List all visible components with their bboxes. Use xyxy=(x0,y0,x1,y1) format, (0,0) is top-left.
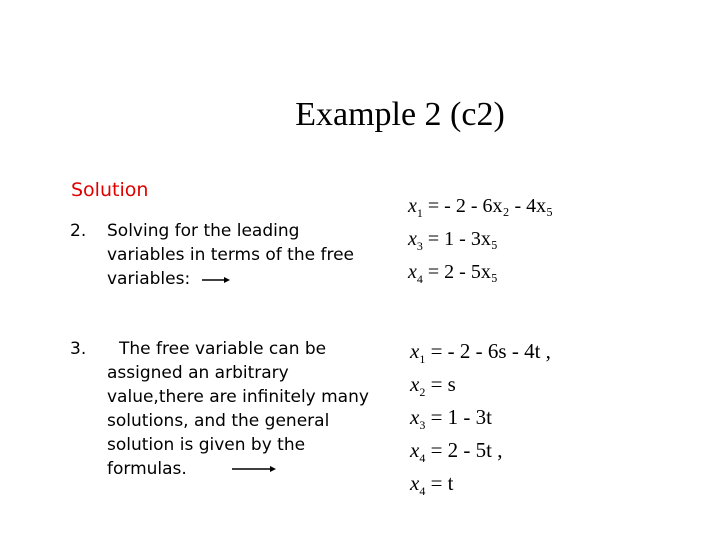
step-2-line-2: variables in terms of the free xyxy=(107,245,354,265)
equation-variable: x xyxy=(410,471,420,495)
step-3-line-2: assigned an arbitrary xyxy=(107,363,289,383)
step-3-text xyxy=(107,337,392,481)
right-arrow-icon xyxy=(196,273,230,285)
step-3-line-4: solutions, and the general xyxy=(107,411,330,431)
step-2-line-3-wrap xyxy=(107,267,354,291)
equation-rhs: = 2 - 5t , xyxy=(430,438,503,462)
equation-subscript: 4 xyxy=(419,484,426,498)
equation-block-general-solution xyxy=(410,339,551,504)
equation-row xyxy=(410,471,551,504)
equation-variable: x xyxy=(408,195,417,217)
equation-variable: x xyxy=(408,228,417,250)
step-2-text xyxy=(107,219,354,291)
equation-row xyxy=(410,438,551,471)
equation-rhs: = t xyxy=(430,471,454,495)
step-3-line-5: solution is given by the xyxy=(107,435,306,455)
equation-row xyxy=(410,405,551,438)
equation-subscript: 1 xyxy=(416,206,423,220)
equation-rhs: = s xyxy=(430,372,456,396)
equation-row xyxy=(408,195,553,228)
right-arrow-icon xyxy=(198,463,278,475)
equation-variable: x xyxy=(410,372,420,396)
equation-subscript: 2 xyxy=(419,385,426,399)
slide-title: Example 2 (c2) xyxy=(295,96,505,133)
equation-variable: x xyxy=(408,261,417,283)
equation-rhs: = 1 - 3x₅ xyxy=(427,228,498,250)
equation-variable: x xyxy=(410,405,420,429)
step-2-line-1: Solving for the leading xyxy=(107,221,300,241)
step-3-line-3: value,there are infinitely many xyxy=(107,387,369,407)
equation-rhs: = 2 - 5x₅ xyxy=(427,261,498,283)
equation-subscript: 3 xyxy=(419,418,426,432)
step-3-line-6: formulas. xyxy=(107,459,187,479)
equation-block-leading-variables xyxy=(408,195,553,294)
equation-row xyxy=(408,228,553,261)
solution-heading: Solution xyxy=(71,179,149,201)
step-3-number: 3. xyxy=(70,339,87,359)
equation-subscript: 1 xyxy=(419,352,426,366)
equation-row xyxy=(410,339,551,372)
step-2-line-3: variables: xyxy=(107,269,191,289)
equation-variable: x xyxy=(410,438,420,462)
equation-subscript: 4 xyxy=(419,451,426,465)
equation-rhs: = 1 - 3t xyxy=(430,405,492,429)
equation-variable: x xyxy=(410,339,420,363)
equation-subscript: 4 xyxy=(416,272,423,286)
equation-rhs: = - 2 - 6s - 4t , xyxy=(430,339,551,363)
equation-rhs: = - 2 - 6x₂ - 4x₅ xyxy=(427,195,554,217)
step-3-line-6-wrap xyxy=(107,457,392,481)
equation-row xyxy=(408,261,553,294)
equation-subscript: 3 xyxy=(416,239,423,253)
step-2-number: 2. xyxy=(70,221,87,241)
step-3-line-1: The free variable can be xyxy=(119,339,327,359)
equation-row xyxy=(410,372,551,405)
